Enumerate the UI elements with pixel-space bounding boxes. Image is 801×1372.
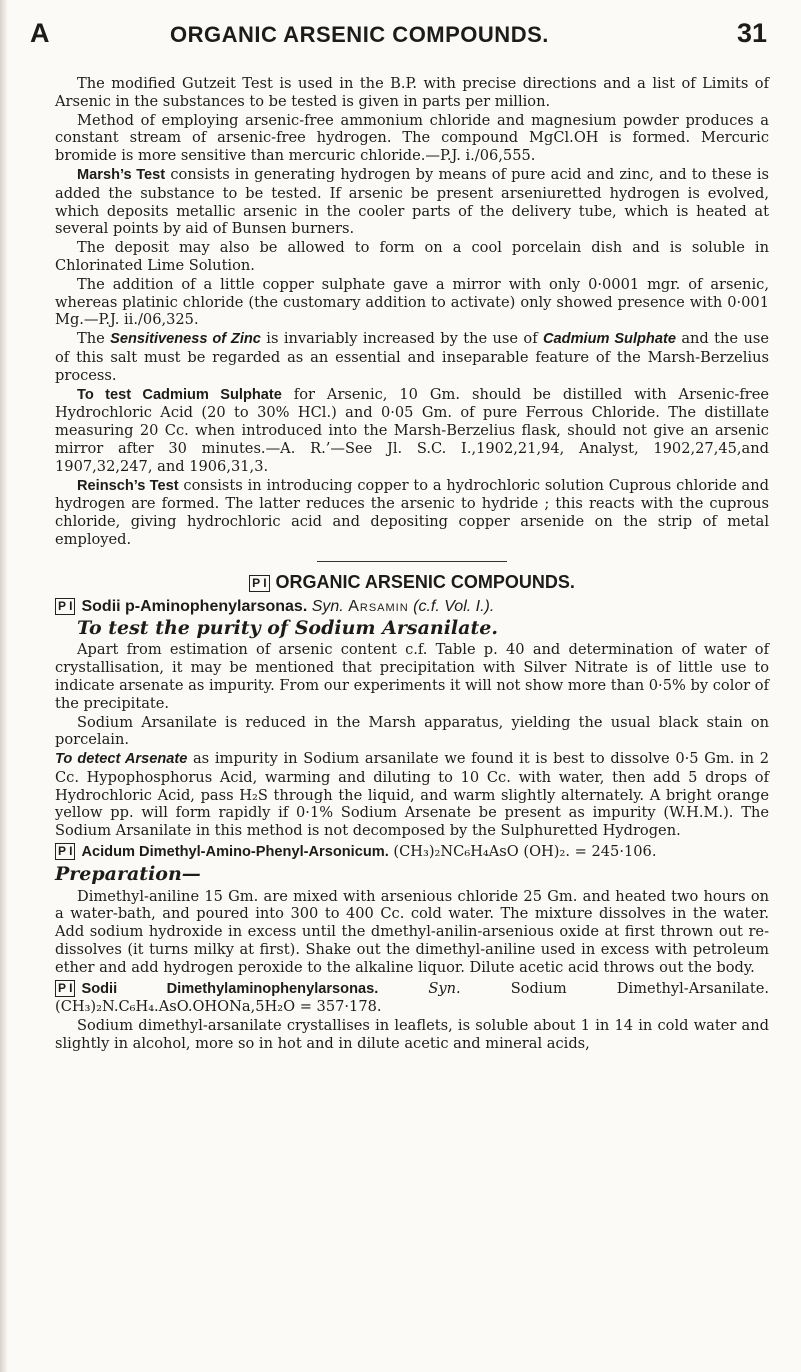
sodii-aminophenyl-entry [55, 598, 769, 616]
acidum-name: Acidum Dimethyl-Amino-Phenyl-Arsonicum. [81, 844, 389, 861]
running-head-letter: A [30, 18, 50, 48]
detect-arsenate-text: as impurity in Sodium arsanilate we found it is best to dissolve 0·5 Gm. in 2 Cc. Hypophosphorus Acid, warming and diluting to 10 Cc. with water, then add 5 drops of Hydrochloric Acid, pass H₂S through the liquid, and warm slightly alternately. A bright orange yellow pp. will form rapidly if 0·1% Sodium Arsenate be present as impurity (W.H.M.). The Sodium Arsanilate in this method is not decomposed by the Sulphuretted Hydrogen. [55, 750, 769, 840]
section-title: ORGANIC ARSENIC COMPOUNDS. [275, 571, 575, 592]
paragraph-marsh [55, 166, 769, 238]
paragraph-purity-1: Apart from estimation of arsenic content c.f. Table p. 40 and determination of water of crystallisation, it may be mentioned that precipitation with Silver Nitrate is of little use to indicate arsenate as impurity. From our experiments it will not show more than 0·5% by color of the precipitate. [55, 641, 769, 712]
page-spine-shadow [0, 0, 8, 1372]
paragraph-sensitiveness [55, 330, 769, 384]
sodii2-formula: (CH₃)₂N.C₆H₄.AsO.OHONa,5H₂O = 357·178. [55, 998, 382, 1016]
sodii2-name: Sodii Dimethylaminophenylarsonas. [81, 980, 379, 997]
running-head-title: ORGANIC ARSENIC COMPOUNDS. [170, 22, 549, 47]
purity-heading: To test the purity of Sodium Arsanilate. [77, 616, 498, 639]
reference: (c.f. Vol. I.). [413, 597, 495, 615]
synonym: Arsamin [348, 597, 409, 615]
paragraph-gutzeit: The modified Gutzeit Test is used in the B.P. with precise directions and a list of Limits of Arsenic in the substances to be tested is given in parts per million. [55, 75, 769, 110]
paragraph-reinsch [55, 477, 769, 549]
paragraph-sodii2: Sodium dimethyl-arsanilate crystallises in leaflets, is soluble about 1 in 14 in cold water and slightly in alcohol, more so in hot and in dilute acetic and mineral acids, [55, 1017, 769, 1053]
sodii-dimethyl-entry [55, 980, 769, 1017]
syn-label: Syn. [311, 597, 344, 615]
sodii-name: Sodii p-Aminophenylarsonas. [81, 597, 308, 615]
marsh-test-text: consists in generating hydrogen by means of pure acid and zinc, and to these is added the substance to be tested. If arsenic be present arseniuretted hydrogen is evolved, which deposits metallic arsenic in the cooler parts of the delivery tube, which is heated at several points by aid of Bunsen burners. [55, 165, 769, 238]
sens-pre: The [77, 330, 111, 348]
detect-arsenate-lead: To detect Arsenate [55, 751, 188, 768]
synonym2: Sodium Dimethyl-Arsanilate. [510, 979, 770, 997]
syn2-label: Syn. [428, 979, 461, 997]
paragraph-preparation: Dimethyl-aniline 15 Gm. are mixed with arsenious chloride 25 Gm. and heated two hours on a water-bath, and poured into 300 to 400 Cc. cold water. The mixture dissolves in the water. Add sodium hydroxide in excess until the dmethyl-anilin-arsenious oxide at first thrown out re-dissolves (it turns milky at first). Shake out the dimethyl-aniline used in excess with petroleum ether and add hydrogen peroxide to the alkaline liquor. Dilute acetic acid throws out the body. [55, 887, 769, 976]
paragraph-method: Method of employing arsenic-free ammonium chloride and magnesium powder produces a constant stream of arsenic-free hydrogen. The compound MgCl.OH is formed. Mercuric bromide is more sensitive than mercuric chloride.—P.J. i./06,555. [55, 111, 769, 165]
preparation-heading: Preparation— [55, 862, 201, 885]
paragraph-copper-sulphate: The addition of a little copper sulphate gave a mirror with only 0·0001 mgr. of arsenic, whereas platinic chloride (the customary addition to activate) only showed presence with 0·001 Mg.—P.J. ii./06,325. [55, 275, 769, 329]
sens-mid: is invariably increased by the use of [260, 330, 544, 348]
paragraph-deposit: The deposit may also be allowed to form on a cool porcelain dish and is soluble in Chlorinated Lime Solution. [55, 239, 769, 274]
reinsch-test-text: consists in introducing copper to a hydrochloric solution Cuprous chloride and hydrogen are formed. The latter reduces the arsenic to hydride ; this reacts with the cuprous chloride, giving hydrochloric acid and depositing copper arsenide on the strip of metal employed. [55, 476, 770, 548]
page-number: 31 [736, 18, 767, 48]
body-text [55, 75, 769, 1054]
pi-badge-icon: P I [55, 980, 75, 997]
acidum-entry [55, 843, 769, 862]
cadmium-test-lead: To test Cadmium Sulphate [77, 386, 282, 403]
cadmium-sulphate-lead: Cadmium Sulphate [543, 331, 676, 348]
pi-badge-icon: P I [249, 575, 269, 592]
paragraph-cadmium-test [55, 386, 769, 476]
pi-badge-icon: P I [55, 598, 75, 615]
section-divider [317, 561, 507, 562]
section-heading [55, 571, 769, 592]
marsh-test-lead: Marsh’s Test [77, 166, 166, 183]
cadmium-test-text: for Arsenic, 10 Gm. should be distilled with Arsenic-free Hydrochloric Acid (20 to 30% HCl.) and 0·05 Gm. of pure Ferrous Chloride. The distillate measuring 20 Cc. when introduced into the Marsh-Berzelius flask, should not give an arsenic mirror after 30 minutes.—A. R.’—See Jl. S.C. I.,1902,21,94, Analyst, 1902,27,45,and 1907,32,247, and 1906,31,3. [55, 385, 769, 475]
acidum-formula: (CH₃)₂NC₆H₄AsO (OH)₂. = 245·106. [393, 843, 657, 861]
paragraph-detect-arsenate [55, 750, 769, 840]
running-head [0, 18, 801, 58]
sens-post: and the use of this salt must be regarded as an essential and inseparable feature of the Marsh-Berzelius process. [55, 330, 769, 384]
paragraph-purity-2: Sodium Arsanilate is reduced in the Marsh apparatus, yielding the usual black stain on porcelain. [55, 713, 769, 749]
sensitiveness-of-zinc-lead: Sensitiveness of Zinc [110, 331, 261, 348]
pi-badge-icon: P I [55, 843, 75, 860]
reinsch-test-lead: Reinsch’s Test [77, 477, 179, 494]
